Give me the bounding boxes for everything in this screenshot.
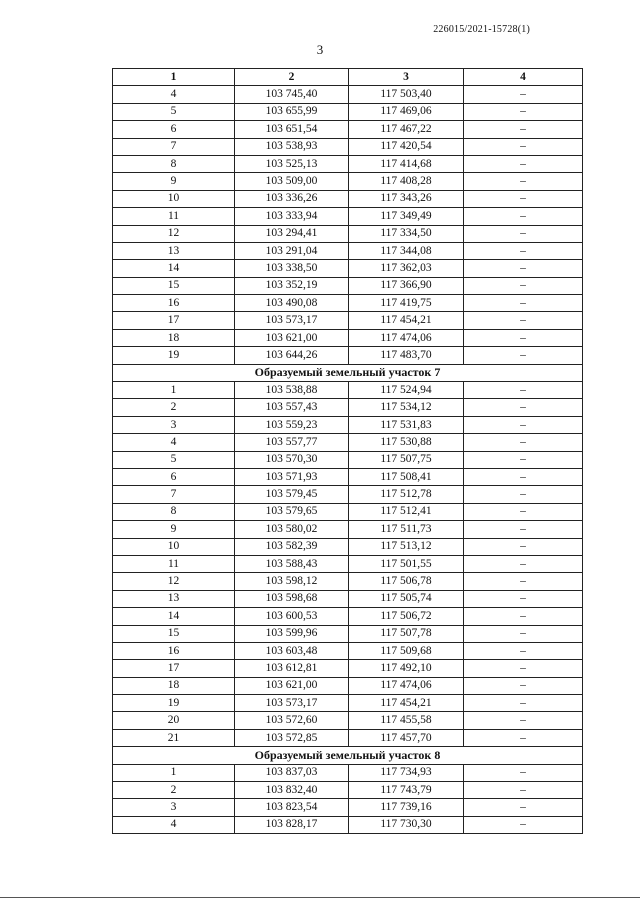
y-coordinate-cell: 117 505,74 <box>349 590 464 607</box>
y-coordinate-cell: 117 743,79 <box>349 782 464 799</box>
table-row <box>113 521 583 538</box>
table-row <box>113 660 583 677</box>
x-coordinate-cell: 103 559,23 <box>235 416 349 433</box>
y-coordinate-cell: 117 534,12 <box>349 399 464 416</box>
point-number-cell: 4 <box>113 434 235 451</box>
note-cell: – <box>464 799 583 816</box>
x-coordinate-cell: 103 612,81 <box>235 660 349 677</box>
y-coordinate-cell: 117 531,83 <box>349 416 464 433</box>
page-number: 3 <box>316 42 324 57</box>
note-cell: – <box>464 242 583 259</box>
table-row <box>113 277 583 294</box>
note-cell: – <box>464 642 583 659</box>
point-number-cell: 6 <box>113 468 235 485</box>
table-row <box>113 608 583 625</box>
table-row <box>113 468 583 485</box>
table-row <box>113 190 583 207</box>
x-coordinate-cell: 103 644,26 <box>235 347 349 364</box>
table-row <box>113 729 583 746</box>
y-coordinate-cell: 117 503,40 <box>349 86 464 103</box>
note-cell: – <box>464 208 583 225</box>
point-number-cell: 2 <box>113 399 235 416</box>
table-row <box>113 173 583 190</box>
y-coordinate-cell: 117 730,30 <box>349 816 464 833</box>
note-cell: – <box>464 451 583 468</box>
x-coordinate-cell: 103 655,99 <box>235 103 349 120</box>
note-cell: – <box>464 695 583 712</box>
table-row <box>113 155 583 172</box>
point-number-cell: 6 <box>113 121 235 138</box>
y-coordinate-cell: 117 492,10 <box>349 660 464 677</box>
y-coordinate-cell: 117 507,78 <box>349 625 464 642</box>
point-number-cell: 11 <box>113 208 235 225</box>
y-coordinate-cell: 117 506,72 <box>349 608 464 625</box>
point-number-cell: 1 <box>113 764 235 781</box>
note-cell: – <box>464 329 583 346</box>
note-cell: – <box>464 729 583 746</box>
column-header: 1 <box>113 69 235 86</box>
note-cell: – <box>464 782 583 799</box>
table-row <box>113 329 583 346</box>
y-coordinate-cell: 117 362,03 <box>349 260 464 277</box>
x-coordinate-cell: 103 823,54 <box>235 799 349 816</box>
point-number-cell: 16 <box>113 642 235 659</box>
point-number-cell: 5 <box>113 103 235 120</box>
x-coordinate-cell: 103 579,65 <box>235 503 349 520</box>
y-coordinate-cell: 117 349,49 <box>349 208 464 225</box>
point-number-cell: 3 <box>113 416 235 433</box>
point-number-cell: 21 <box>113 729 235 746</box>
note-cell: – <box>464 503 583 520</box>
table-row <box>113 208 583 225</box>
x-coordinate-cell: 103 588,43 <box>235 555 349 572</box>
table-row <box>113 677 583 694</box>
x-coordinate-cell: 103 336,26 <box>235 190 349 207</box>
point-number-cell: 20 <box>113 712 235 729</box>
table-row <box>113 242 583 259</box>
note-cell: – <box>464 521 583 538</box>
x-coordinate-cell: 103 573,17 <box>235 312 349 329</box>
table-row <box>113 695 583 712</box>
y-coordinate-cell: 117 457,70 <box>349 729 464 746</box>
table-row <box>113 486 583 503</box>
x-coordinate-cell: 103 352,19 <box>235 277 349 294</box>
column-header: 2 <box>235 69 349 86</box>
note-cell: – <box>464 347 583 364</box>
section-header-row <box>113 747 583 764</box>
y-coordinate-cell: 117 524,94 <box>349 382 464 399</box>
point-number-cell: 15 <box>113 625 235 642</box>
table-row <box>113 573 583 590</box>
y-coordinate-cell: 117 501,55 <box>349 555 464 572</box>
x-coordinate-cell: 103 651,54 <box>235 121 349 138</box>
y-coordinate-cell: 117 512,41 <box>349 503 464 520</box>
x-coordinate-cell: 103 557,43 <box>235 399 349 416</box>
y-coordinate-cell: 117 344,08 <box>349 242 464 259</box>
table-row <box>113 555 583 572</box>
point-number-cell: 19 <box>113 347 235 364</box>
y-coordinate-cell: 117 334,50 <box>349 225 464 242</box>
point-number-cell: 15 <box>113 277 235 294</box>
y-coordinate-cell: 117 509,68 <box>349 642 464 659</box>
table-row <box>113 225 583 242</box>
note-cell: – <box>464 173 583 190</box>
note-cell: – <box>464 764 583 781</box>
table-row <box>113 451 583 468</box>
y-coordinate-cell: 117 508,41 <box>349 468 464 485</box>
note-cell: – <box>464 555 583 572</box>
table-header-row <box>113 69 583 86</box>
x-coordinate-cell: 103 837,03 <box>235 764 349 781</box>
point-number-cell: 14 <box>113 608 235 625</box>
x-coordinate-cell: 103 490,08 <box>235 295 349 312</box>
table-row <box>113 347 583 364</box>
x-coordinate-cell: 103 538,93 <box>235 138 349 155</box>
point-number-cell: 13 <box>113 242 235 259</box>
y-coordinate-cell: 117 467,22 <box>349 121 464 138</box>
table-row <box>113 312 583 329</box>
table-row <box>113 138 583 155</box>
point-number-cell: 4 <box>113 86 235 103</box>
note-cell: – <box>464 260 583 277</box>
x-coordinate-cell: 103 291,04 <box>235 242 349 259</box>
x-coordinate-cell: 103 745,40 <box>235 86 349 103</box>
point-number-cell: 16 <box>113 295 235 312</box>
table-row <box>113 121 583 138</box>
x-coordinate-cell: 103 573,17 <box>235 695 349 712</box>
table-row <box>113 538 583 555</box>
x-coordinate-cell: 103 580,02 <box>235 521 349 538</box>
y-coordinate-cell: 117 454,21 <box>349 695 464 712</box>
x-coordinate-cell: 103 832,40 <box>235 782 349 799</box>
point-number-cell: 5 <box>113 451 235 468</box>
y-coordinate-cell: 117 506,78 <box>349 573 464 590</box>
table-row <box>113 103 583 120</box>
y-coordinate-cell: 117 454,21 <box>349 312 464 329</box>
note-cell: – <box>464 538 583 555</box>
point-number-cell: 19 <box>113 695 235 712</box>
table-row <box>113 799 583 816</box>
x-coordinate-cell: 103 538,88 <box>235 382 349 399</box>
table-row <box>113 399 583 416</box>
point-number-cell: 3 <box>113 799 235 816</box>
x-coordinate-cell: 103 294,41 <box>235 225 349 242</box>
table-row <box>113 816 583 833</box>
y-coordinate-cell: 117 530,88 <box>349 434 464 451</box>
note-cell: – <box>464 399 583 416</box>
table-row <box>113 764 583 781</box>
x-coordinate-cell: 103 509,00 <box>235 173 349 190</box>
y-coordinate-cell: 117 414,68 <box>349 155 464 172</box>
note-cell: – <box>464 486 583 503</box>
coordinates-table <box>112 68 583 834</box>
note-cell: – <box>464 434 583 451</box>
table-row <box>113 625 583 642</box>
point-number-cell: 1 <box>113 382 235 399</box>
x-coordinate-cell: 103 525,13 <box>235 155 349 172</box>
x-coordinate-cell: 103 599,96 <box>235 625 349 642</box>
x-coordinate-cell: 103 598,12 <box>235 573 349 590</box>
point-number-cell: 12 <box>113 225 235 242</box>
x-coordinate-cell: 103 557,77 <box>235 434 349 451</box>
point-number-cell: 9 <box>113 521 235 538</box>
note-cell: – <box>464 416 583 433</box>
table-row <box>113 416 583 433</box>
y-coordinate-cell: 117 512,78 <box>349 486 464 503</box>
note-cell: – <box>464 382 583 399</box>
y-coordinate-cell: 117 513,12 <box>349 538 464 555</box>
table-row <box>113 86 583 103</box>
note-cell: – <box>464 312 583 329</box>
x-coordinate-cell: 103 621,00 <box>235 677 349 694</box>
note-cell: – <box>464 155 583 172</box>
table-row <box>113 503 583 520</box>
x-coordinate-cell: 103 572,60 <box>235 712 349 729</box>
point-number-cell: 14 <box>113 260 235 277</box>
y-coordinate-cell: 117 739,16 <box>349 799 464 816</box>
x-coordinate-cell: 103 621,00 <box>235 329 349 346</box>
y-coordinate-cell: 117 419,75 <box>349 295 464 312</box>
note-cell: – <box>464 138 583 155</box>
column-header: 4 <box>464 69 583 86</box>
x-coordinate-cell: 103 571,93 <box>235 468 349 485</box>
y-coordinate-cell: 117 343,26 <box>349 190 464 207</box>
note-cell: – <box>464 660 583 677</box>
table-row <box>113 712 583 729</box>
x-coordinate-cell: 103 338,50 <box>235 260 349 277</box>
point-number-cell: 10 <box>113 538 235 555</box>
table-row <box>113 590 583 607</box>
x-coordinate-cell: 103 333,94 <box>235 208 349 225</box>
note-cell: – <box>464 625 583 642</box>
point-number-cell: 10 <box>113 190 235 207</box>
point-number-cell: 7 <box>113 138 235 155</box>
note-cell: – <box>464 277 583 294</box>
note-cell: – <box>464 573 583 590</box>
note-cell: – <box>464 190 583 207</box>
x-coordinate-cell: 103 603,48 <box>235 642 349 659</box>
x-coordinate-cell: 103 572,85 <box>235 729 349 746</box>
note-cell: – <box>464 590 583 607</box>
bottom-rule <box>0 897 640 898</box>
note-cell: – <box>464 121 583 138</box>
table-row <box>113 642 583 659</box>
column-header: 3 <box>349 69 464 86</box>
document-id: 226015/2021-15728(1) <box>433 24 530 35</box>
point-number-cell: 2 <box>113 782 235 799</box>
y-coordinate-cell: 117 474,06 <box>349 677 464 694</box>
note-cell: – <box>464 468 583 485</box>
y-coordinate-cell: 117 507,75 <box>349 451 464 468</box>
x-coordinate-cell: 103 579,45 <box>235 486 349 503</box>
note-cell: – <box>464 677 583 694</box>
x-coordinate-cell: 103 570,30 <box>235 451 349 468</box>
point-number-cell: 17 <box>113 660 235 677</box>
y-coordinate-cell: 117 469,06 <box>349 103 464 120</box>
point-number-cell: 13 <box>113 590 235 607</box>
note-cell: – <box>464 86 583 103</box>
table-row <box>113 260 583 277</box>
point-number-cell: 17 <box>113 312 235 329</box>
y-coordinate-cell: 117 366,90 <box>349 277 464 294</box>
point-number-cell: 9 <box>113 173 235 190</box>
table-row <box>113 782 583 799</box>
table-row <box>113 382 583 399</box>
note-cell: – <box>464 608 583 625</box>
note-cell: – <box>464 225 583 242</box>
note-cell: – <box>464 103 583 120</box>
x-coordinate-cell: 103 582,39 <box>235 538 349 555</box>
section-title: Образуемый земельный участок 7 <box>113 364 583 381</box>
table-row <box>113 434 583 451</box>
section-header-row <box>113 364 583 381</box>
point-number-cell: 8 <box>113 155 235 172</box>
section-title: Образуемый земельный участок 8 <box>113 747 583 764</box>
y-coordinate-cell: 117 483,70 <box>349 347 464 364</box>
point-number-cell: 18 <box>113 329 235 346</box>
point-number-cell: 7 <box>113 486 235 503</box>
point-number-cell: 12 <box>113 573 235 590</box>
table-body <box>113 86 583 834</box>
note-cell: – <box>464 295 583 312</box>
x-coordinate-cell: 103 598,68 <box>235 590 349 607</box>
y-coordinate-cell: 117 511,73 <box>349 521 464 538</box>
x-coordinate-cell: 103 828,17 <box>235 816 349 833</box>
y-coordinate-cell: 117 474,06 <box>349 329 464 346</box>
point-number-cell: 8 <box>113 503 235 520</box>
y-coordinate-cell: 117 734,93 <box>349 764 464 781</box>
point-number-cell: 11 <box>113 555 235 572</box>
point-number-cell: 4 <box>113 816 235 833</box>
point-number-cell: 18 <box>113 677 235 694</box>
note-cell: – <box>464 816 583 833</box>
y-coordinate-cell: 117 420,54 <box>349 138 464 155</box>
note-cell: – <box>464 712 583 729</box>
y-coordinate-cell: 117 408,28 <box>349 173 464 190</box>
y-coordinate-cell: 117 455,58 <box>349 712 464 729</box>
table-row <box>113 295 583 312</box>
x-coordinate-cell: 103 600,53 <box>235 608 349 625</box>
